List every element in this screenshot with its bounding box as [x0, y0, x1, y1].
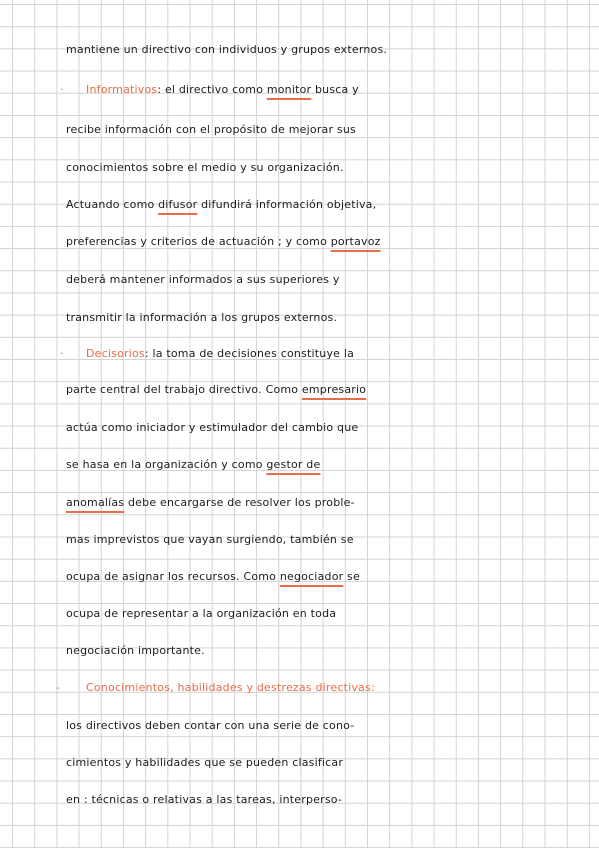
text-line-21: [0, 782, 599, 818]
line-text: los directivos deben contar con una serie de cono-: [66, 719, 355, 732]
text-line-12: [0, 447, 599, 483]
line-text: ocupa de asignar los recursos. Como: [66, 570, 280, 583]
text-line-9: [0, 336, 599, 372]
text-line-1: [0, 32, 599, 68]
text-line-11: [0, 410, 599, 446]
line-text: recibe información con el propósito de mejorar sus: [66, 123, 356, 136]
term-difusor: difusor: [158, 198, 198, 211]
text-line-17: [0, 633, 599, 669]
line-text: busca y: [311, 83, 359, 96]
line-text: se: [343, 570, 360, 583]
text-line-15: [0, 559, 599, 595]
text-line-16: [0, 596, 599, 632]
line-text: negociación importante.: [66, 644, 205, 657]
line-text: deberá mantener informados a sus superiores y: [66, 273, 340, 286]
term-negociador: negociador: [279, 570, 344, 583]
text-line-6: [0, 224, 599, 260]
text-line-4: [0, 150, 599, 186]
line-text: debe encargarse de resolver los proble-: [124, 496, 355, 509]
line-text: : el directivo como: [157, 83, 267, 96]
term-anomalias: anomalías: [66, 496, 125, 509]
text-line-13: [0, 485, 599, 521]
text-line-7: [0, 262, 599, 298]
line-text: mas imprevistos que vayan surgiendo, también se: [66, 533, 354, 546]
line-text: actúa como iniciador y estimulador del cambio que: [66, 421, 359, 434]
heading-informativos: Informativos: [86, 83, 158, 96]
line-text: se hasa en la organización y como: [66, 458, 267, 471]
term-monitor: monitor: [266, 83, 312, 96]
heading-colon: :: [370, 681, 375, 694]
line-text: transmitir la información a los grupos externos.: [66, 311, 338, 324]
text-line-20: [0, 745, 599, 781]
text-line-8: [0, 300, 599, 336]
line-text: ocupa de representar a la organización en toda: [66, 607, 337, 620]
heading-decisorios: Decisorios: [86, 347, 145, 360]
text-line-2: [0, 72, 599, 108]
text-line-18: [0, 670, 599, 706]
heading-conocimientos: Conocimientos, habilidades y destrezas directivas: [86, 681, 371, 694]
text-line-19: [0, 708, 599, 744]
term-empresario: empresario: [301, 383, 367, 396]
term-portavoz: portavoz: [330, 235, 381, 248]
term-gestor-de: gestor de: [266, 458, 321, 471]
bullet-dot: ·: [60, 347, 64, 360]
text-line-3: [0, 112, 599, 148]
line-text: Actuando como: [66, 198, 159, 211]
line-text: : la toma de decisiones constituye la: [144, 347, 355, 360]
line-text: cimientos y habilidades que se pueden clasificar: [66, 756, 344, 769]
line-text: parte central del trabajo directivo. Como: [66, 383, 302, 396]
bullet-dot: ·: [60, 83, 64, 96]
line-text: difundirá información objetiva,: [197, 198, 377, 211]
text-line-10: [0, 372, 599, 408]
text-line-14: [0, 522, 599, 558]
line-text: mantiene un directivo con individuos y grupos externos.: [66, 43, 388, 56]
line-text: preferencias y criterios de actuación ; y como: [66, 235, 331, 248]
line-text: en : técnicas o relativas a las tareas, interperso-: [66, 793, 343, 806]
bullet-dash: -: [56, 681, 61, 694]
line-text: conocimientos sobre el medio y su organización.: [66, 161, 344, 174]
text-line-5: [0, 187, 599, 223]
